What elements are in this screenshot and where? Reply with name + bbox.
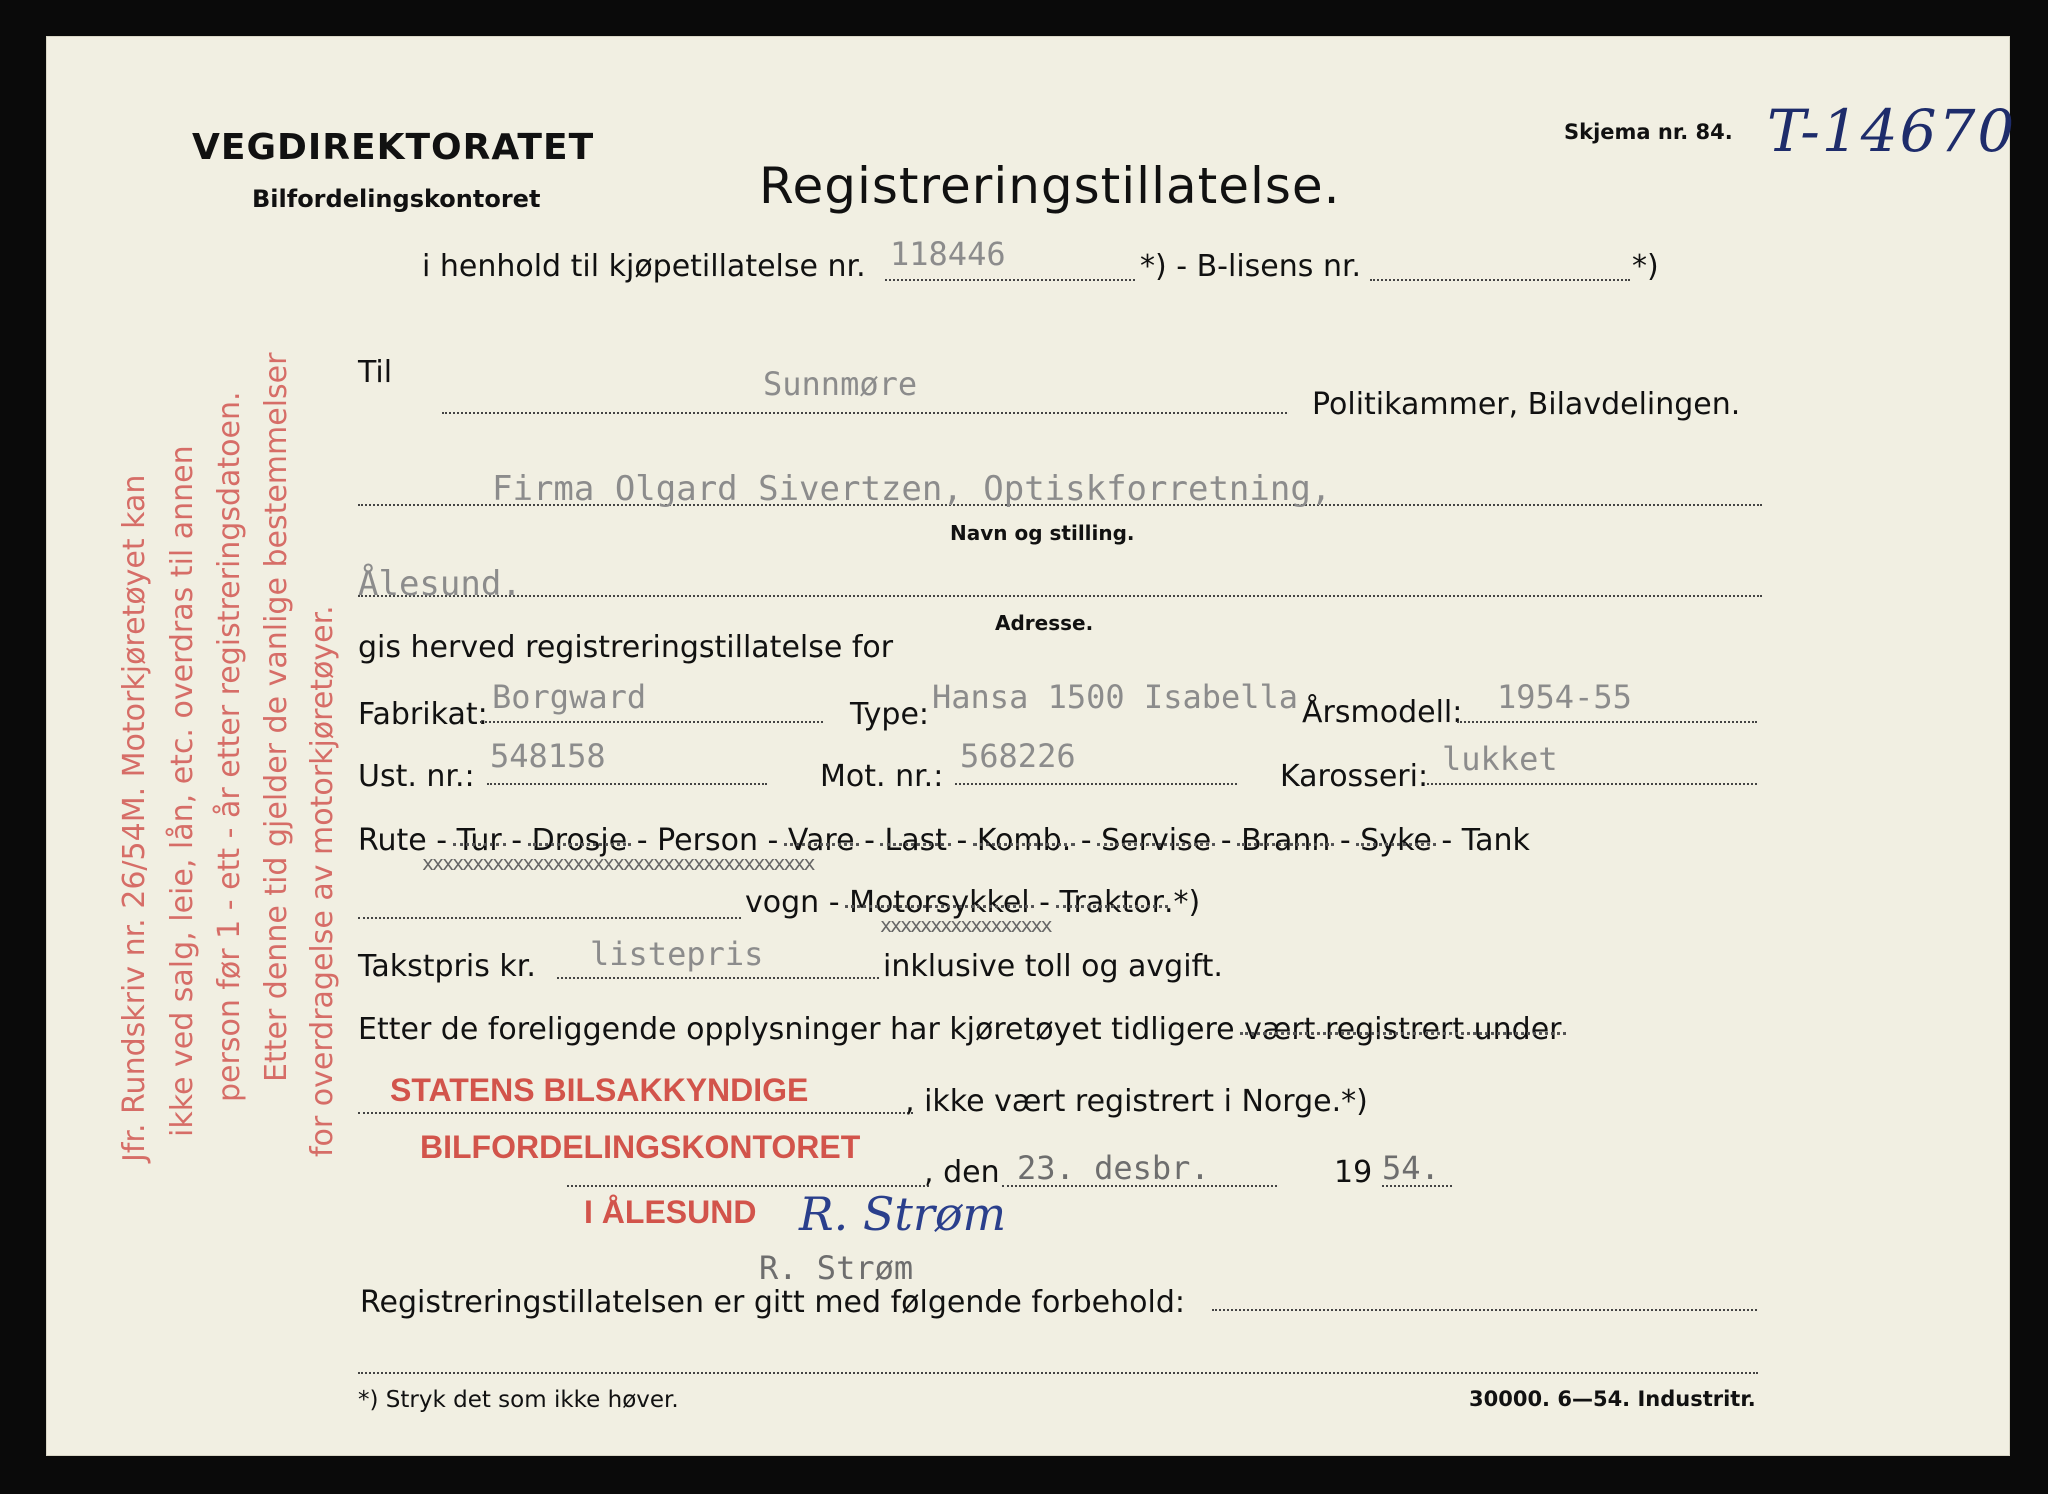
form-title: Registreringstillatelse. bbox=[759, 157, 1341, 215]
category-motorsykkel: Motorsykkel bbox=[849, 885, 1030, 920]
office-name: Bilfordelingskontoret bbox=[252, 185, 541, 213]
side-note-line-2: ikke ved salg, leie, lån, etc. overdras til annen bbox=[165, 445, 200, 1137]
prior-line2: , ikke vært registrert i Norge.*) bbox=[905, 1084, 1368, 1119]
year-value: 1954-55 bbox=[1497, 678, 1632, 716]
schema-number: Skjema nr. 84. bbox=[1564, 120, 1733, 144]
stamp-line-2: BILFORDELINGSKONTORET bbox=[420, 1129, 861, 1165]
category-tur: Tur bbox=[456, 823, 502, 858]
make-label: Fabrikat: bbox=[358, 697, 488, 732]
mot-number: 568226 bbox=[960, 737, 1076, 775]
year-label: Årsmodell: bbox=[1302, 695, 1463, 730]
date-year: 54. bbox=[1382, 1149, 1440, 1187]
owner-name: Firma Olgard Sivertzen, Optiskforretning, bbox=[492, 469, 1332, 509]
make-value: Borgward bbox=[492, 678, 647, 716]
strike-x-row: xxxxxxxxxxxxxxxxxxxxxxxxxxxxxxxxxxxxxxx bbox=[422, 851, 814, 875]
category-vogn: vogn bbox=[745, 885, 820, 920]
purchase-permit-number: 118446 bbox=[890, 235, 1006, 273]
handwritten-signature: R. Strøm bbox=[799, 1187, 1007, 1241]
side-note-line-4: Etter denne tid gjelder de vanlige bestemmelser bbox=[259, 352, 294, 1082]
date-century: 19 bbox=[1334, 1155, 1373, 1190]
stamp-line-1: STATENS BILSAKKYNDIGE bbox=[390, 1072, 809, 1108]
typed-signature-name: R. Strøm bbox=[759, 1249, 914, 1287]
reservations-label: Registreringstillatelsen er gitt med følgende forbehold: bbox=[360, 1285, 1185, 1320]
footnote: *) Stryk det som ikke høver. bbox=[358, 1387, 679, 1413]
address-caption: Adresse. bbox=[995, 611, 1094, 635]
ust-number: 548158 bbox=[490, 737, 606, 775]
category-last: Last bbox=[884, 823, 947, 858]
side-note-line-3: person før 1 - ett - år etter registreringsdatoen. bbox=[212, 391, 247, 1102]
category-person: Person bbox=[657, 823, 758, 858]
archive-reference: T-14670 bbox=[1767, 97, 2017, 165]
name-caption: Navn og stilling. bbox=[950, 521, 1135, 545]
category-drosje: Drosje bbox=[531, 823, 628, 858]
price-value: listepris bbox=[590, 935, 764, 973]
category-komb: Komb. bbox=[976, 823, 1072, 858]
category-brann: Brann bbox=[1241, 823, 1331, 858]
prior-text: Etter de foreliggende opplysninger har kjøretøyet tidligere vært registrert under bbox=[358, 1012, 1562, 1047]
to-label: Til bbox=[358, 355, 393, 390]
ust-label: Ust. nr.: bbox=[358, 759, 475, 794]
prior-struck-text: vært registrert under bbox=[1244, 1012, 1562, 1047]
authority-name: Politikammer, Bilavdelingen. bbox=[1312, 387, 1741, 422]
side-note-line-1: Jfr. Rundskriv nr. 26/54M. Motorkjøretøyet kan bbox=[117, 474, 152, 1162]
grant-text: gis herved registreringstillatelse for bbox=[358, 630, 894, 665]
reference-suffix: *) bbox=[1632, 249, 1659, 284]
org-name: VEGDIREKTORATET bbox=[192, 127, 595, 168]
category-vare: Vare bbox=[787, 823, 855, 858]
price-label: Takstpris kr. bbox=[358, 949, 536, 984]
price-suffix: inklusive toll og avgift. bbox=[883, 949, 1223, 984]
stamp-line-3: I ÅLESUND bbox=[584, 1194, 757, 1230]
category-traktor: Traktor bbox=[1059, 885, 1164, 920]
body-label: Karosseri: bbox=[1280, 759, 1429, 794]
category-rute: Rute bbox=[358, 823, 427, 858]
strike-x-row-2: xxxxxxxxxxxxxxxxx bbox=[880, 913, 1051, 937]
reference-mid: *) - B-lisens nr. bbox=[1140, 249, 1362, 284]
owner-address: Ålesund. bbox=[358, 564, 522, 604]
vehicle-categories: Rute - Tur - Drosje - Person - Vare - Last - Komb. - Servise - Brann - Syke - Tank bbox=[358, 823, 1530, 858]
body-value: lukket bbox=[1442, 740, 1558, 778]
date-day-month: 23. desbr. bbox=[1017, 1149, 1210, 1187]
category-servise: Servise bbox=[1101, 823, 1212, 858]
side-note-line-5: for overdragelse av motorkjøretøyer. bbox=[305, 605, 340, 1157]
reference-prefix: i henhold til kjøpetillatelse nr. bbox=[422, 249, 866, 284]
type-label: Type: bbox=[850, 697, 930, 732]
category-syke: Syke bbox=[1360, 823, 1432, 858]
type-value: Hansa 1500 Isabella bbox=[932, 678, 1299, 716]
category-tank: Tank bbox=[1461, 823, 1530, 858]
date-prefix: , den bbox=[924, 1155, 1000, 1190]
registration-form bbox=[47, 37, 2017, 1455]
print-info: 30000. 6—54. Industritr. bbox=[1469, 1387, 1756, 1411]
mot-label: Mot. nr.: bbox=[820, 759, 944, 794]
police-district: Sunnmøre bbox=[763, 365, 918, 403]
vehicle-categories-2: vogn - Motorsykkel - Traktor.*) bbox=[745, 885, 1201, 920]
